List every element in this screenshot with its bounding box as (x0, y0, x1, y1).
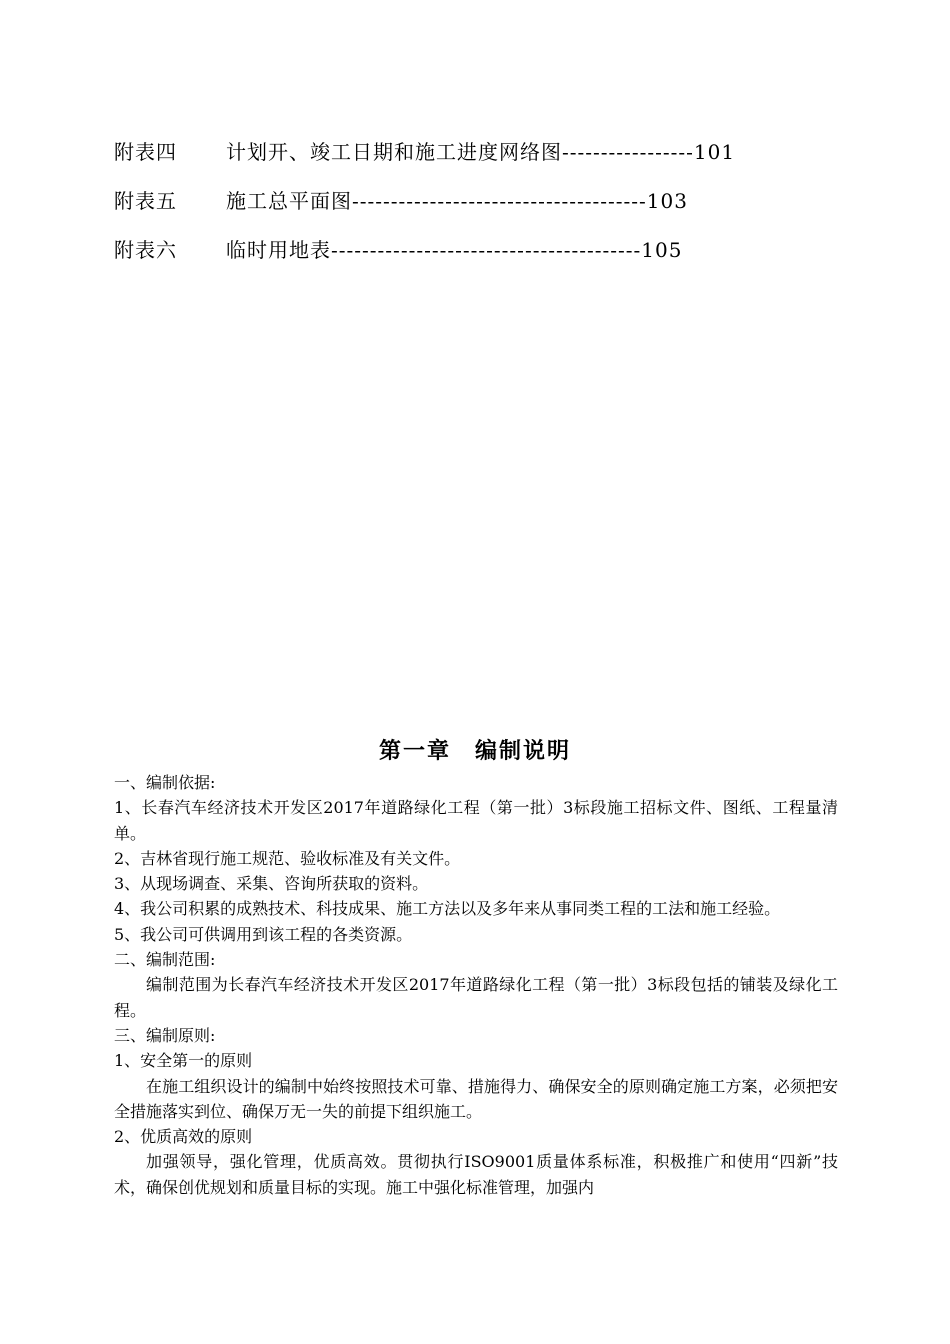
toc-entry (114, 185, 735, 234)
section-heading: 三、编制原则: (114, 1025, 216, 1045)
toc-entry-text: 临时用地表----------------------------------------105 (226, 238, 683, 262)
toc-entry-text: 计划开、竣工日期和施工进度网络图-----------------101 (226, 140, 736, 164)
body-paragraph: 3、从现场调查、采集、咨询所获取的资料。 (114, 874, 429, 894)
section-heading: 二、编制范围: (114, 950, 216, 970)
body-paragraph: 4、我公司积累的成熟技术、科技成果、施工方法以及多年来从事同类工程的工法和施工经验。 (114, 899, 781, 919)
body-paragraph: 2、吉林省现行施工规范、验收标准及有关文件。 (114, 848, 461, 868)
toc-entry-label: 附表六 (114, 238, 177, 262)
body-paragraph: 1、长春汽车经济技术开发区2017年道路绿化工程（第一批）3标段施工招标文件、图纸、工程量清单。 (114, 798, 838, 843)
toc-entry-label: 附表四 (114, 140, 177, 164)
appendix-table-of-contents (114, 136, 735, 283)
toc-entry (114, 136, 735, 185)
document-body (114, 770, 838, 1200)
body-paragraph: 在施工组织设计的编制中始终按照技术可靠、措施得力、确保安全的原则确定施工方案，必须把安全措施落实到位、确保万无一失的前提下组织施工。 (114, 1076, 838, 1121)
section-heading: 一、编制依据: (114, 773, 216, 792)
body-paragraph: 加强领导，强化管理，优质高效。贯彻执行ISO9001质量体系标准，积极推广和使用“四新”技术，确保创优规划和质量目标的实现。施工中强化标准管理，加强内 (114, 1152, 838, 1197)
chapter-title: 第一章 编制说明 (378, 738, 571, 764)
toc-entry (114, 234, 735, 283)
body-paragraph: 编制范围为长春汽车经济技术开发区2017年道路绿化工程（第一批）3标段包括的铺装及绿化工程。 (114, 975, 838, 1020)
subsection-heading: 1、安全第一的原则 (114, 1051, 253, 1071)
subsection-heading: 2、优质高效的原则 (114, 1127, 253, 1147)
toc-entry-text: 施工总平面图--------------------------------------103 (226, 189, 688, 213)
toc-entry-label: 附表五 (114, 189, 177, 213)
body-paragraph: 5、我公司可供调用到该工程的各类资源。 (114, 924, 413, 944)
